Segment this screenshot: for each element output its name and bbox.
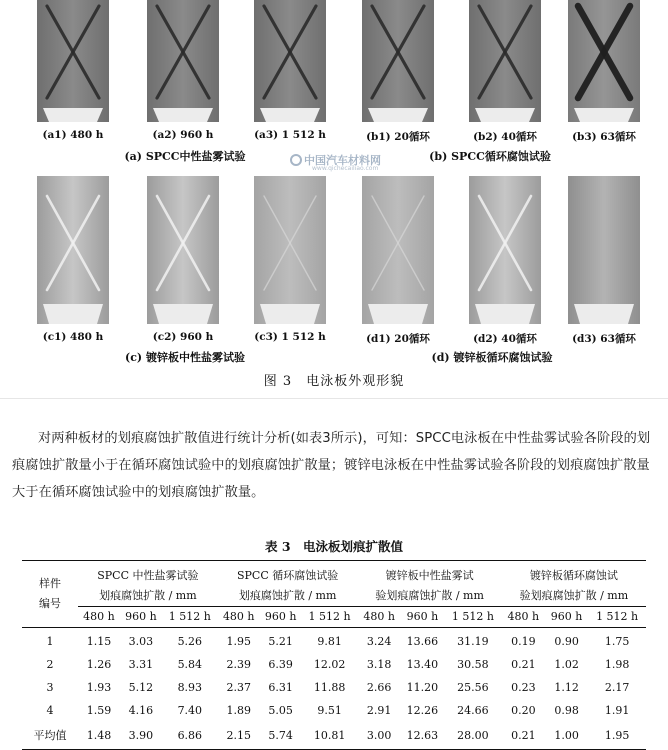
value-cell: 5.84 [177, 658, 203, 671]
group-caption: (a) SPCC中性盐雾试验 [124, 150, 246, 163]
value-cell: 0.23 [511, 681, 536, 694]
value-cell: 2.15 [226, 728, 251, 742]
value-cell: 25.56 [457, 681, 489, 694]
panel-caption: (a3) 1 512 h [254, 129, 326, 141]
group-header [218, 561, 358, 584]
group-header-line1: SPCC 中性盐雾试验 [97, 569, 199, 582]
panel-caption: (d3) 63循环 [572, 333, 636, 345]
value-cell: 3.18 [366, 658, 392, 671]
value-cell: 1.00 [554, 728, 579, 742]
column-subheader: 960 h [264, 610, 297, 623]
value-cell: 4.16 [128, 704, 154, 717]
panel-caption: (c3) 1 512 h [254, 331, 326, 343]
body-paragraph: 对两种板材的划痕腐蚀扩散值进行统计分析(如表3所示)，可知：SPCC电泳板在中性盐雾试验各阶段的划痕腐蚀扩散量小于在循环腐蚀试验中的划痕腐蚀扩散量；镀锌电泳板在中性盐雾试验各阶段的划痕腐蚀扩散量大于在循环腐蚀试验中的划痕腐蚀扩散量。 [12, 431, 651, 500]
value-cell: 1.75 [604, 635, 630, 648]
sample-header-line2: 编号 [39, 597, 61, 610]
sample-id-header [22, 561, 78, 628]
value-cell: 12.02 [313, 658, 346, 671]
corrosion-panel-image [147, 0, 219, 122]
group-header-line1: 镀锌板中性盐雾试 [385, 569, 474, 582]
value-cell: 1.95 [604, 728, 630, 742]
sample-id-cell: 平均值 [33, 729, 67, 742]
value-cell: 3.00 [366, 728, 392, 742]
panel-caption: (c1) 480 h [42, 331, 104, 343]
group-header-line2: 划痕腐蚀扩散 / mm [99, 589, 197, 602]
table-title: 表 3 电泳板划痕扩散值 [264, 539, 404, 554]
table-subheader-row [22, 607, 646, 628]
value-cell: 7.40 [177, 704, 203, 717]
value-cell: 6.86 [177, 728, 203, 742]
value-cell: 13.40 [406, 658, 439, 671]
data-table [22, 560, 646, 750]
panel-caption: (d2) 40循环 [473, 333, 537, 345]
value-cell: 2.17 [604, 681, 630, 694]
corrosion-panel-image [254, 0, 326, 122]
column-subheader: 480 h [83, 610, 115, 623]
group-header-line1: 镀锌板循环腐蚀试 [529, 569, 618, 582]
value-cell: 0.19 [511, 635, 536, 648]
value-cell: 24.66 [457, 704, 489, 717]
value-cell: 0.21 [511, 728, 536, 742]
sample-id-cell: 2 [46, 658, 54, 671]
corrosion-panel-image [147, 176, 219, 324]
value-cell: 28.00 [457, 728, 489, 742]
corrosion-panel-image [568, 0, 640, 122]
value-cell: 9.81 [317, 635, 342, 648]
value-cell: 0.20 [511, 704, 536, 717]
watermark-main-text: 中国汽车材料网 [304, 154, 381, 167]
value-cell: 6.31 [268, 681, 293, 694]
value-cell: 2.66 [366, 681, 392, 694]
sample-id-cell: 3 [46, 681, 54, 694]
column-subheader: 960 h [550, 610, 583, 623]
table-row [22, 722, 646, 750]
value-cell: 12.63 [406, 728, 439, 742]
sample-id-cell: 1 [46, 635, 54, 648]
column-subheader: 480 h [507, 610, 540, 623]
group-header-line2: 划痕腐蚀扩散 / mm [238, 589, 337, 602]
value-cell: 1.12 [554, 681, 579, 694]
group-header [358, 561, 502, 584]
table-row [22, 628, 646, 654]
value-cell: 0.21 [511, 658, 536, 671]
panel-caption: (b1) 20循环 [366, 131, 430, 143]
group-header-unit [78, 583, 218, 607]
group-header [78, 561, 218, 584]
value-cell: 1.59 [86, 704, 112, 717]
value-cell: 2.39 [226, 658, 251, 671]
value-cell: 9.51 [317, 704, 342, 717]
group-header-line2: 验划痕腐蚀扩散 / mm [375, 589, 484, 602]
value-cell: 3.24 [366, 635, 392, 648]
table-row [22, 653, 646, 676]
column-subheader: 1 512 h [596, 610, 639, 623]
value-cell: 1.93 [86, 681, 112, 694]
panel-caption: (a1) 480 h [42, 129, 104, 141]
corrosion-panel-image [254, 176, 326, 324]
value-cell: 2.37 [226, 681, 251, 694]
value-cell: 1.95 [226, 635, 251, 648]
panel-caption: (a2) 960 h [152, 129, 214, 141]
watermark-circle-icon [290, 154, 302, 166]
table-row [22, 699, 646, 722]
value-cell: 8.93 [177, 681, 203, 694]
watermark-sub-text: www.qichecailiao.com [312, 165, 379, 172]
value-cell: 0.98 [554, 704, 579, 717]
table-header-row-2 [22, 583, 646, 607]
column-subheader: 480 h [363, 610, 395, 623]
value-cell: 5.05 [268, 704, 293, 717]
panel-caption: (c2) 960 h [152, 331, 214, 343]
corrosion-panel-image [362, 176, 434, 324]
value-cell: 1.48 [86, 728, 112, 742]
value-cell: 3.90 [128, 728, 154, 742]
value-cell: 5.21 [268, 635, 293, 648]
value-cell: 5.74 [268, 728, 293, 742]
divider [0, 398, 668, 399]
figure-title: 图 3 电泳板外观形貌 [263, 374, 405, 389]
column-subheader: 480 h [222, 610, 255, 623]
corrosion-panel-image [37, 176, 109, 324]
value-cell: 1.98 [604, 658, 630, 671]
column-subheader: 1 512 h [168, 610, 211, 623]
value-cell: 1.02 [554, 658, 579, 671]
panel-caption: (b3) 63循环 [572, 131, 636, 143]
value-cell: 12.26 [406, 704, 439, 717]
column-subheader: 1 512 h [451, 610, 494, 623]
value-cell: 11.88 [313, 681, 346, 694]
group-header-line2: 验划痕腐蚀扩散 / mm [519, 589, 629, 602]
group-header [502, 561, 646, 584]
value-cell: 10.81 [313, 728, 346, 742]
value-cell: 6.39 [268, 658, 293, 671]
value-cell: 1.91 [604, 704, 630, 717]
group-header-line1: SPCC 循环腐蚀试验 [237, 569, 339, 582]
value-cell: 3.03 [128, 635, 154, 648]
table-header-row [22, 561, 646, 584]
value-cell: 5.26 [177, 635, 203, 648]
group-caption: (b) SPCC循环腐蚀试验 [429, 150, 551, 163]
group-header-unit [358, 583, 502, 607]
column-subheader: 1 512 h [308, 610, 351, 623]
corrosion-panel-image [37, 0, 109, 122]
corrosion-panel-image [362, 0, 434, 122]
value-cell: 11.20 [406, 681, 439, 694]
group-caption: (c) 镀锌板中性盐雾试验 [125, 351, 245, 364]
value-cell: 31.19 [457, 635, 489, 648]
panel-caption: (b2) 40循环 [473, 131, 537, 143]
group-caption: (d) 镀锌板循环腐蚀试验 [431, 351, 553, 364]
panel-caption: (d1) 20循环 [366, 333, 430, 345]
group-header-unit [502, 583, 646, 607]
value-cell: 3.31 [128, 658, 154, 671]
watermark-logo [290, 152, 410, 174]
corrosion-panel-image [568, 176, 640, 324]
corrosion-panel-image [469, 176, 541, 324]
value-cell: 0.90 [554, 635, 579, 648]
column-subheader: 960 h [406, 610, 439, 623]
value-cell: 13.66 [406, 635, 439, 648]
sample-header-line1: 样件 [39, 577, 61, 590]
value-cell: 5.12 [128, 681, 154, 694]
column-subheader: 960 h [125, 610, 157, 623]
sample-id-cell: 4 [46, 704, 54, 717]
value-cell: 1.15 [86, 635, 112, 648]
table-row [22, 676, 646, 699]
value-cell: 1.89 [226, 704, 251, 717]
group-header-unit [218, 583, 358, 607]
corrosion-panel-image [469, 0, 541, 122]
value-cell: 30.58 [457, 658, 489, 671]
value-cell: 2.91 [366, 704, 392, 717]
value-cell: 1.26 [86, 658, 112, 671]
